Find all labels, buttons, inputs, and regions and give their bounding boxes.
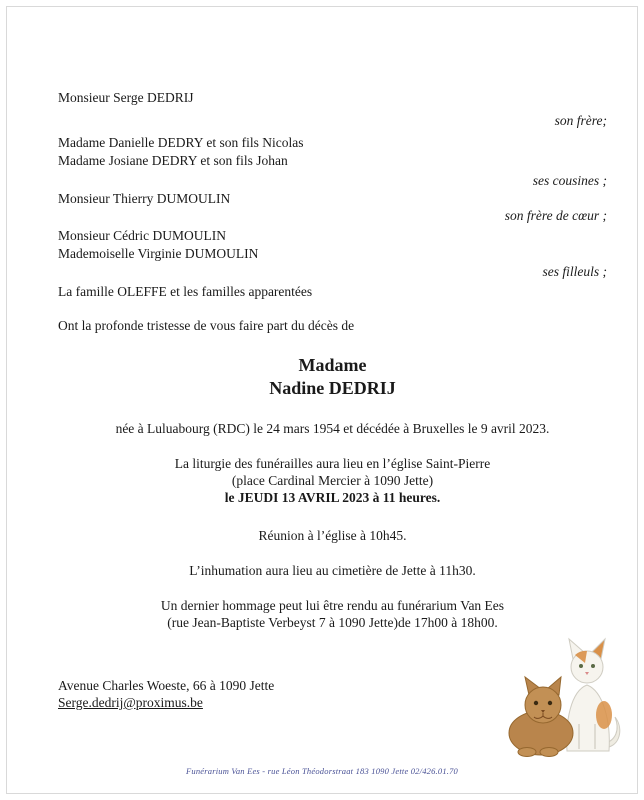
liturgy-line-1: La liturgie des funérailles aura lieu en l’église Saint-Pierre: [174, 456, 491, 471]
relation-label-brother: son frère;: [554, 113, 607, 128]
obituary-page: [6, 6, 638, 794]
family-line: La famille OLEFFE et les familles apparentées: [58, 284, 313, 299]
relative-name-1: Monsieur Serge DEDRIJ: [58, 90, 194, 105]
relation-label-cousins: ses cousines ;: [532, 173, 607, 188]
funeral-home-footer: Funérarium Van Ees - rue Léon Théodorstraat 183 1090 Jette 02/426.01.70: [185, 766, 458, 776]
relative-name-4: Monsieur Thierry DUMOULIN: [58, 191, 231, 206]
life-dates: née à Luluabourg (RDC) le 24 mars 1954 et décédée à Bruxelles le 9 avril 2023.: [115, 421, 550, 436]
relative-name-6: Mademoiselle Virginie DUMOULIN: [58, 246, 259, 261]
relative-name-5: Monsieur Cédric DUMOULIN: [58, 228, 226, 243]
hommage-line-1: Un dernier hommage peut lui être rendu au funérarium Van Ees: [160, 598, 505, 613]
tan-cat-illustration: [509, 677, 573, 757]
relation-label-godchildren: ses filleuls ;: [542, 264, 607, 279]
deceased-name: Nadine DEDRIJ: [269, 378, 396, 398]
announcement-sentence: Ont la profonde tristesse de vous faire part du décès de: [58, 318, 355, 333]
cats-image: [505, 629, 623, 757]
liturgy-date-line: le JEUDI 13 AVRIL 2023 à 11 heures.: [224, 490, 441, 505]
contact-address: Avenue Charles Woeste, 66 à 1090 Jette: [58, 678, 275, 693]
relative-name-2: Madame Danielle DEDRY et son fils Nicolas: [58, 135, 304, 150]
relative-name-3: Madame Josiane DEDRY et son fils Johan: [58, 153, 288, 168]
inhumation-line: L’inhumation aura lieu au cimetière de Jette à 11h30.: [189, 563, 476, 578]
white-cat-illustration: [567, 639, 620, 751]
relation-label-brother-of-heart: son frère de cœur ;: [504, 208, 607, 223]
reunion-line: Réunion à l’église à 10h45.: [258, 528, 407, 543]
liturgy-line-2: (place Cardinal Mercier à 1090 Jette): [231, 473, 434, 488]
email-link[interactable]: Serge.dedrij@proximus.be: [58, 695, 203, 710]
hommage-line-2: (rue Jean-Baptiste Verbeyst 7 à 1090 Jette)de 17h00 à 18h00.: [167, 615, 498, 630]
deceased-title: Madame: [298, 355, 367, 375]
